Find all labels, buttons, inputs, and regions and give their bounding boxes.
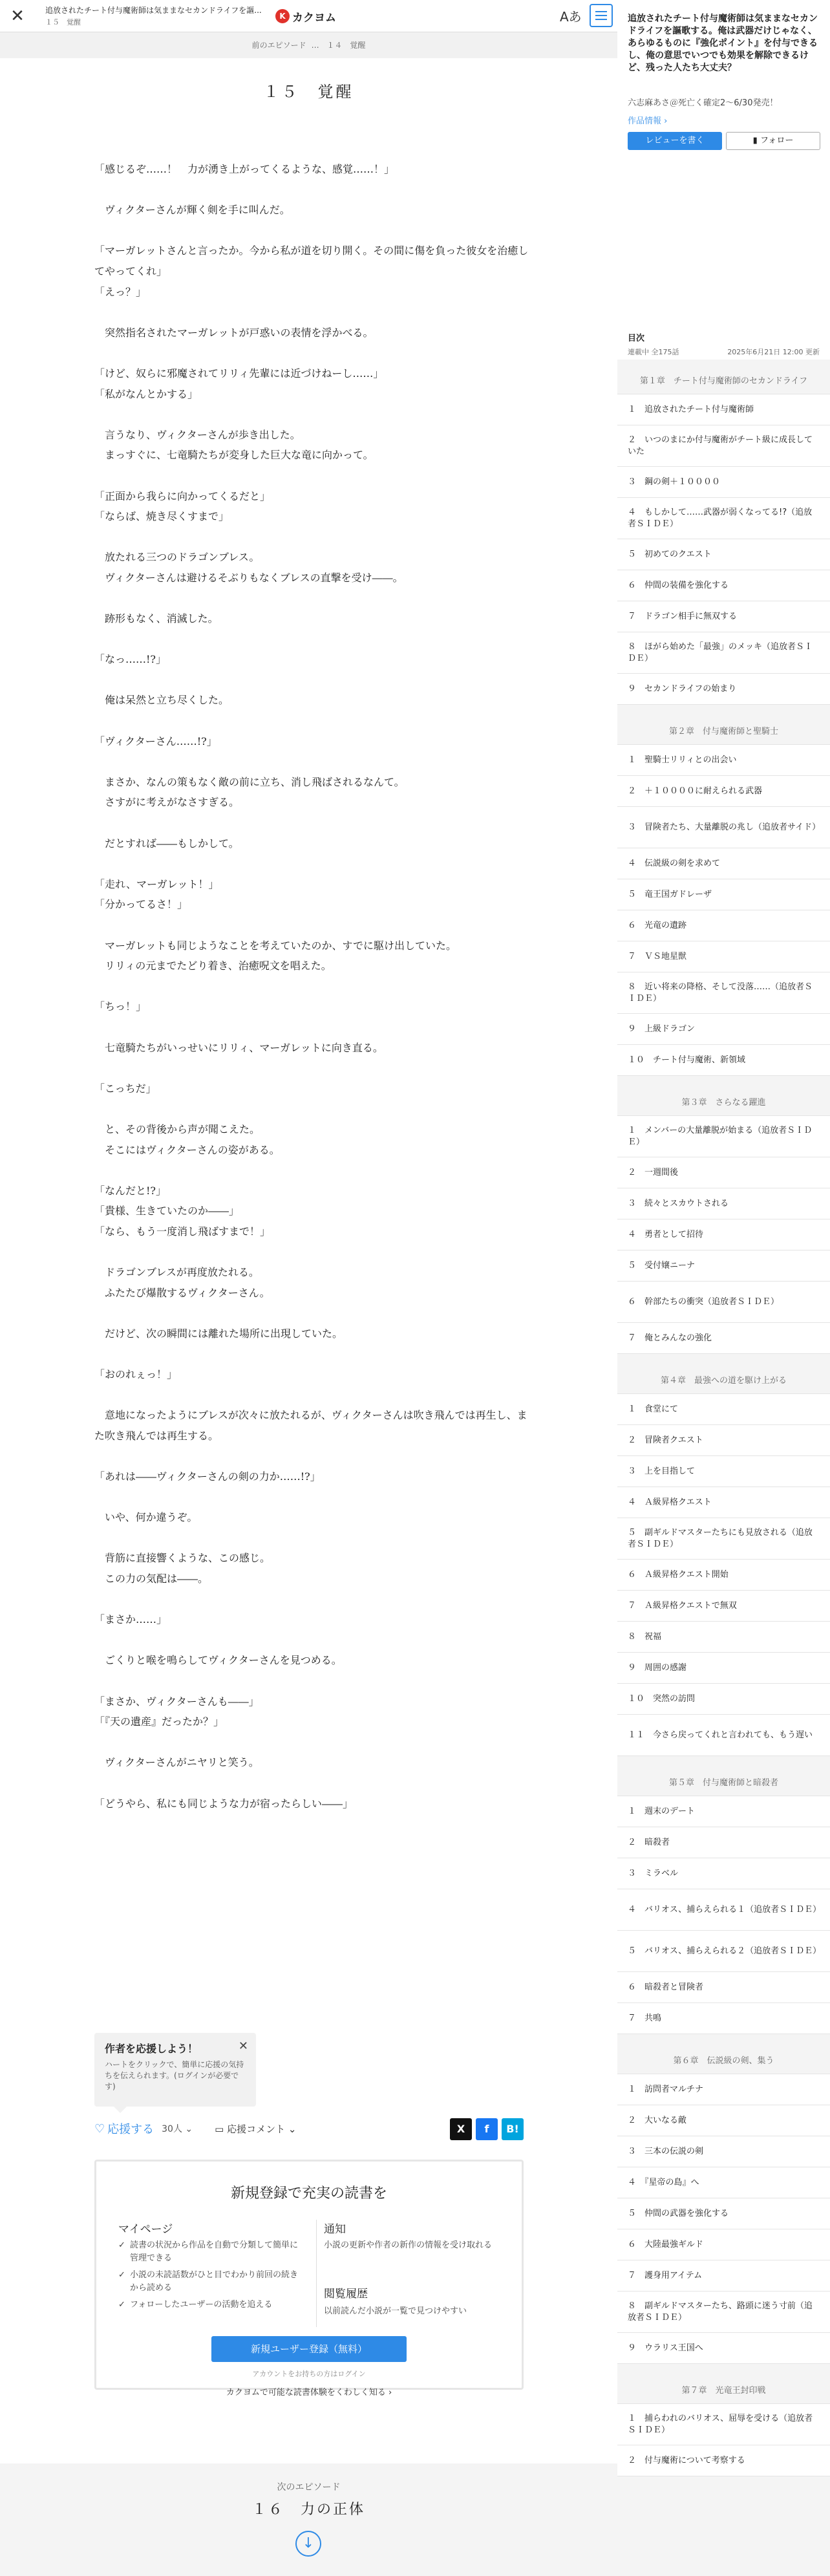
body-paragraph: 「『天の遺産』だったか？」 xyxy=(94,1715,224,1728)
toc-chapter-title: 第２章 付与魔術師と聖騎士 xyxy=(617,719,830,745)
episode-subtitle: １５ 覚醒 xyxy=(45,18,81,27)
toc-episode-link[interactable]: １ メンバーの大量離脱が始まる（追放者ＳＩＤＥ） xyxy=(617,1116,830,1157)
menu-icon[interactable] xyxy=(590,4,613,27)
blank-line xyxy=(94,1487,534,1508)
body-paragraph: 「こっちだ」 xyxy=(94,1082,156,1095)
toc-episode-link[interactable]: １ 捕らわれのバリオス、屈辱を受ける（追放者ＳＩＤＥ） xyxy=(617,2404,830,2445)
toc-episode-link[interactable]: ７ 共鳴 xyxy=(617,2003,830,2034)
toc-episode-link[interactable]: ５ 竜王国ガドレーザ xyxy=(617,879,830,910)
toc-meta: 連載中 全175話 xyxy=(628,348,679,356)
body-paragraph: 「まさか、ヴィクターさんも――」 xyxy=(94,1695,259,1708)
sidebar xyxy=(617,0,830,2576)
body-paragraph: ヴィクターさんがニヤリと笑う。 xyxy=(94,1756,259,1769)
toc-episode-link[interactable]: １ 週末のデート xyxy=(617,1796,830,1827)
register-title: 新規登録で充実の読書を xyxy=(230,2185,387,2202)
toc-chapter-title: 第６章 伝説級の剣、集う xyxy=(617,2048,830,2074)
write-review-button[interactable]: レビューを書く xyxy=(628,132,722,150)
toc-chapter-title: 第７章 光竜王封印戦 xyxy=(617,2378,830,2404)
toc-episode-link[interactable]: ４ 伝説級の剣を求めて xyxy=(617,848,830,879)
follow-button[interactable]: ▮ フォロー xyxy=(726,132,820,150)
toc-episode-link[interactable]: ４ バリオス、捕らえられる１（追放者ＳＩＤＥ） xyxy=(617,1889,830,1931)
toc-gap xyxy=(617,1354,830,1368)
blank-line xyxy=(94,670,534,691)
toc-episode-link[interactable]: ３ 続々とスカウトされる xyxy=(617,1188,830,1219)
tooltip-title: 作者を応援しよう！ xyxy=(105,2043,198,2055)
toc-episode-link[interactable]: ９ セカンドライフの始まり xyxy=(617,674,830,705)
logo-text: カクヨム xyxy=(292,11,336,25)
body-paragraph: まっすぐに、七竜騎たちが変身した巨大な竜に向かって。 xyxy=(94,449,374,462)
toc-gap xyxy=(617,1756,830,1770)
toc-episode-link[interactable]: ８ 副ギルドマスターたち、路頭に迷う寸前（追放者ＳＩＤＥ） xyxy=(617,2292,830,2333)
blank-line xyxy=(94,404,534,425)
blank-line xyxy=(94,1630,534,1651)
toc-episode-link[interactable]: １ 聖騎士リリィとの出会い xyxy=(617,745,830,776)
mypage-item: ✓ 小説の未読話数がひと目でわかり前回の続きから読める xyxy=(118,2269,306,2295)
share-buttons xyxy=(450,2118,524,2140)
table-of-contents xyxy=(617,369,830,2476)
blank-line xyxy=(94,1241,534,1262)
toc-episode-link[interactable]: ３ 冒険者たち、大量離脱の兆し（追放者サイド） xyxy=(617,807,830,848)
body-paragraph: そこにはヴィクターさんの姿がある。 xyxy=(94,1143,280,1156)
blank-line xyxy=(94,1671,534,1691)
close-icon[interactable]: ✕ xyxy=(10,6,25,26)
work-info-link[interactable]: 作品情報 › xyxy=(628,116,668,126)
body-paragraph: と、その背後から声が聞こえた。 xyxy=(94,1122,261,1135)
body-paragraph: この力の気配は――。 xyxy=(94,1572,209,1585)
work-title[interactable]: 追放されたチート付与魔術師は気ままなセカンドライフを謳... xyxy=(45,6,262,15)
toc-episode-link[interactable]: ２ 一週間後 xyxy=(617,1157,830,1188)
next-episode-label: 次のエピソード xyxy=(277,2482,341,2493)
divider xyxy=(316,2220,317,2327)
learn-more-link[interactable]: カクヨムで可能な読書体験をくわしく知る › xyxy=(226,2388,392,2398)
toc-episode-link[interactable]: ６ 仲間の装備を強化する xyxy=(617,570,830,601)
toc-episode-link[interactable]: ４ もしかして……武器が弱くなってる!?（追放者ＳＩＤＥ） xyxy=(617,498,830,539)
body-paragraph: 跡形もなく、消滅した。 xyxy=(94,612,218,625)
logo-mark: K xyxy=(275,9,290,23)
toc-episode-link[interactable]: １０ 突然の訪問 xyxy=(617,1684,830,1715)
blank-line xyxy=(94,180,534,200)
toc-episode-link[interactable]: ６ 光竜の遺跡 xyxy=(617,910,830,941)
toc-episode-link[interactable]: １ 追放されたチート付与魔術師 xyxy=(617,394,830,425)
body-paragraph: 「感じるぞ……！ 力が湧き上がってくるような、感覚……！」 xyxy=(94,163,395,175)
body-paragraph: 「なっ……!?」 xyxy=(94,653,167,666)
toc-episode-link[interactable]: １ 訪問者マルチナ xyxy=(617,2074,830,2105)
body-paragraph: 「ならば、焼き尽くすまで」 xyxy=(94,510,229,523)
body-paragraph: 「まさか……」 xyxy=(94,1613,167,1626)
body-paragraph: 「えっ？」 xyxy=(94,285,147,298)
toc-episode-link[interactable]: ６ 大陸最強ギルド xyxy=(617,2229,830,2260)
body-paragraph: 「なんだと!?」 xyxy=(94,1184,167,1197)
mypage-item: ✓ フォローしたユーザーの活動を追える xyxy=(118,2299,306,2312)
history-text: 以前読んだ小説が一覧で見つけやすい xyxy=(324,2306,467,2316)
toc-update-date: 2025年6月21日 12:00 更新 xyxy=(727,348,820,356)
prev-episode-label: 前のエピソード xyxy=(251,41,306,50)
toc-episode-link[interactable]: ３ 鋼の剣＋１００００ xyxy=(617,467,830,498)
bookmark-icon: ▮ xyxy=(752,136,758,145)
body-paragraph: 「ちっ！」 xyxy=(94,1000,147,1013)
blank-line xyxy=(94,1446,534,1466)
body-paragraph: まさか、なんの策もなく敵の前に立ち、消し飛ばされるなんて。 xyxy=(94,775,405,788)
body-paragraph: マーガレットも同じようなことを考えていたのか、すでに駆け出していた。 xyxy=(94,939,457,952)
blank-line xyxy=(94,976,534,997)
blank-line xyxy=(94,220,534,241)
work-info xyxy=(617,0,830,360)
close-icon[interactable]: ✕ xyxy=(238,2039,248,2053)
body-paragraph: 七竜騎たちがいっせいにリリィ、マーガレットに向き直る。 xyxy=(94,1041,383,1054)
kakuyomu-logo[interactable] xyxy=(275,8,336,24)
body-paragraph: ごくりと喉を鳴らしてヴィクターさんを見つめる。 xyxy=(94,1654,342,1667)
toc-gap xyxy=(617,2034,830,2048)
facebook-share-icon[interactable]: f xyxy=(476,2118,498,2140)
toc-episode-link[interactable]: １０ チート付与魔術、新領域 xyxy=(617,1045,830,1076)
blank-line xyxy=(94,1732,534,1753)
body-paragraph: 「おのれぇっ！」 xyxy=(94,1368,178,1381)
blank-line xyxy=(94,853,534,874)
toc-episode-link[interactable]: ６ 幹部たちの衝突（追放者ＳＩＤＥ） xyxy=(617,1282,830,1323)
cheer-label: 応援する xyxy=(107,2123,154,2136)
body-paragraph: 「マーガレットさんと言ったか。今から私が道を切り開く。その間に傷を負った彼女を治癒してやってくれ」 xyxy=(94,244,529,277)
toc-episode-link[interactable]: ２ 付与魔術について考察する xyxy=(617,2445,830,2476)
body-paragraph: 意地になったようにブレスが次々に放たれるが、ヴィクターさんは吹き飛んでは再生し、また吹き飛んでは再生する。 xyxy=(94,1409,527,1442)
toc-episode-link[interactable]: ６ Ａ級昇格クエスト開始 xyxy=(617,1560,830,1591)
body-paragraph: だとすれば――もしかして。 xyxy=(94,837,239,850)
register-button[interactable]: 新規ユーザー登録（無料） xyxy=(211,2336,407,2362)
episode-main xyxy=(0,32,617,2576)
toc-chapter-title: 第４章 最強への道を駆け上がる xyxy=(617,1368,830,1394)
toc-episode-link[interactable]: ９ 周囲の感謝 xyxy=(617,1653,830,1684)
toc-episode-link[interactable]: ５ 仲間の武器を強化する xyxy=(617,2198,830,2229)
toc-episode-link[interactable]: ３ 三本の伝説の剣 xyxy=(617,2136,830,2167)
body-paragraph: さすがに考えがなさすぎる。 xyxy=(94,796,240,809)
body-paragraph: リリィの元までたどり着き、治癒呪文を唱えた。 xyxy=(94,960,332,972)
next-episode[interactable] xyxy=(0,2463,617,2576)
blank-line xyxy=(94,1160,534,1181)
body-paragraph: 「ヴィクターさん……!?」 xyxy=(94,735,217,747)
blank-line xyxy=(94,302,534,323)
body-paragraph: いや、何か違うぞ。 xyxy=(94,1511,198,1524)
toc-episode-link[interactable]: ５ 初めてのクエスト xyxy=(617,539,830,570)
toc-episode-link[interactable]: ４ 『星帝の島』へ xyxy=(617,2167,830,2198)
toc-episode-link[interactable]: ７ 俺とみんなの強化 xyxy=(617,1323,830,1354)
toc-chapter-title: 第３章 さらなる躍進 xyxy=(617,1090,830,1116)
mypage-list xyxy=(118,2239,306,2315)
toc-episode-link[interactable]: ２ 冒険者クエスト xyxy=(617,1425,830,1456)
toc-episode-link[interactable]: ７ ドラゴン相手に無双する xyxy=(617,601,830,632)
blank-line xyxy=(94,751,534,772)
hatena-share-icon[interactable]: B! xyxy=(502,2118,524,2140)
blank-line xyxy=(94,1058,534,1079)
tooltip-arrow xyxy=(114,2107,127,2113)
next-episode-title[interactable]: １６ 力の正体 xyxy=(251,2502,365,2518)
toc-gap xyxy=(617,705,830,719)
body-paragraph: 突然指名されたマーガレットが戸惑いの表情を浮かべる。 xyxy=(94,326,374,339)
blank-line xyxy=(94,1385,534,1406)
login-link[interactable]: アカウントをお持ちの方はログイン xyxy=(252,2370,366,2378)
body-paragraph: 「分かってるさ！」 xyxy=(94,898,188,911)
body-paragraph: ヴィクターさんは避けるそぶりもなくブレスの直撃を受け――。 xyxy=(94,571,403,584)
blank-line xyxy=(94,1017,534,1038)
toc-episode-link[interactable]: ６ 暗殺者と冒険者 xyxy=(617,1972,830,2003)
body-paragraph: 「どうやら、私にも同じような力が宿ったらしい――」 xyxy=(94,1797,354,1810)
body-paragraph: 背筋に直接響くような、この感じ。 xyxy=(94,1552,271,1565)
blank-line xyxy=(94,1303,534,1324)
mypage-heading: マイページ xyxy=(118,2223,173,2236)
heart-icon: ♡ xyxy=(94,2121,105,2136)
blank-line xyxy=(94,915,534,936)
blank-line xyxy=(94,527,534,548)
blank-line xyxy=(94,1589,534,1610)
toc-episode-link[interactable]: ８ 祝福 xyxy=(617,1622,830,1653)
toc-episode-link[interactable]: ２ いつのまにか付与魔術がチート級に成長していた xyxy=(617,425,830,467)
toc-episode-link[interactable]: ９ 上級ドラゴン xyxy=(617,1014,830,1045)
toc-episode-link[interactable]: ７ 護身用アイテム xyxy=(617,2260,830,2292)
toc-episode-link[interactable]: ４ Ａ級昇格クエスト xyxy=(617,1487,830,1518)
body-paragraph: 「私がなんとかする」 xyxy=(94,387,198,400)
toc-episode-link[interactable]: １１ 今さら戻ってくれと言われても、もう遅い xyxy=(617,1715,830,1756)
toc-episode-link[interactable]: ２ 大いなる敵 xyxy=(617,2105,830,2136)
body-paragraph: ヴィクターさんが輝く剣を手に叫んだ。 xyxy=(94,204,290,217)
toc-episode-link[interactable]: １ 食堂にて xyxy=(617,1394,830,1425)
toc-episode-link[interactable]: ３ ミラベル xyxy=(617,1858,830,1889)
history-heading: 閲覧履歴 xyxy=(324,2288,368,2301)
work-title[interactable]: 追放されたチート付与魔術師は気ままなセカンドライフを謳歌する。俺は武器だけじゃなく、あらゆるものに『強化ポイント』を付与できるし、俺の意思でいつでも効果を解除できるけど、残った人たち大丈夫？ xyxy=(628,14,818,73)
blank-line xyxy=(94,629,534,650)
mypage-item: ✓ 読書の状況から作品を自動で分類して簡単に管理できる xyxy=(118,2239,306,2265)
toc-chapter-title: 第１章 チート付与魔術師のセカンドライフ xyxy=(617,369,830,394)
toc-episode-link[interactable]: ７ Ａ級昇格クエストで無双 xyxy=(617,1591,830,1622)
toc-episode-link[interactable]: ７ ＶＳ地星獣 xyxy=(617,941,830,972)
comment-icon: ▭ xyxy=(215,2123,224,2135)
cheer-row xyxy=(94,2114,524,2143)
toc-episode-link[interactable]: ８ ほがら始めた「最強」のメッキ（追放者ＳＩＤＥ） xyxy=(617,632,830,674)
body-paragraph: ふたたび爆散するヴィクターさん。 xyxy=(94,1286,270,1299)
toc-episode-link[interactable]: ５ 受付嬢ニーナ xyxy=(617,1250,830,1282)
toc-chapter-title: 第５章 付与魔術師と暗殺者 xyxy=(617,1770,830,1796)
body-paragraph: 「なら、もう一度消し飛ばすまで！」 xyxy=(94,1225,271,1238)
episode-title: １５ 覚醒 xyxy=(263,83,354,101)
register-promo xyxy=(94,2160,524,2398)
cheer-tooltip xyxy=(94,2033,256,2107)
blank-line xyxy=(94,1344,534,1364)
toc-episode-link[interactable]: ４ 勇者として招待 xyxy=(617,1219,830,1250)
cheer-comment-button[interactable]: ▭ 応援コメント ⌄ xyxy=(215,2123,297,2135)
font-settings-button[interactable]: Aあ xyxy=(560,9,582,25)
author-name[interactable]: 六志麻あさ＠死亡く確定2～6/30発売！ xyxy=(628,98,778,108)
x-share-icon[interactable]: X xyxy=(450,2118,472,2140)
toc-episode-link[interactable]: ５ 副ギルドマスターたちにも見放される（追放者ＳＩＤＥ） xyxy=(617,1518,830,1560)
prev-episode-title: １４ 覚醒 xyxy=(326,41,366,50)
toc-episode-link[interactable]: ９ ウラリス王国へ xyxy=(617,2333,830,2364)
body-paragraph: 放たれる三つのドラゴンブレス。 xyxy=(94,551,260,564)
toc-episode-link[interactable]: ２ 暗殺者 xyxy=(617,1827,830,1858)
blank-line xyxy=(94,1099,534,1119)
prev-episode-link[interactable]: 前のエピソード … １４ 覚醒 xyxy=(0,32,617,58)
toc-gap xyxy=(617,2364,830,2378)
body-paragraph: 「けど、奴らに邪魔されてリリィ先輩には近づけねーし……」 xyxy=(94,367,384,380)
body-paragraph: だけど、次の瞬間には離れた場所に出現していた。 xyxy=(94,1327,343,1340)
body-paragraph: 言うなり、ヴィクターさんが歩き出した。 xyxy=(94,428,301,441)
body-paragraph: 「走れ、マーガレット！」 xyxy=(94,877,219,890)
arrow-down-icon[interactable]: ↓ xyxy=(295,2531,321,2557)
blank-line xyxy=(94,343,534,363)
toc-episode-link[interactable]: ３ 上を目指して xyxy=(617,1456,830,1487)
body-paragraph: 俺は呆然と立ち尽くした。 xyxy=(94,694,229,707)
blank-line xyxy=(94,1773,534,1794)
cheer-count[interactable]: 30人 ⌄ xyxy=(162,2124,193,2134)
cheer-button[interactable] xyxy=(94,2120,154,2137)
body-paragraph: 「正面から我らに向かってくるだと」 xyxy=(94,489,271,502)
toc-episode-link[interactable]: ５ バリオス、捕らえられる２（追放者ＳＩＤＥ） xyxy=(617,1931,830,1972)
body-paragraph: 「貴様、生きていたのか――」 xyxy=(94,1205,240,1218)
blank-line xyxy=(94,466,534,486)
blank-line xyxy=(94,711,534,731)
tooltip-text: ハートをクリックで、簡単に応援の気持ちを伝えられます。(ログインが必要です) xyxy=(105,2060,244,2091)
toc-episode-link[interactable]: ８ 近い将来の降格、そして没落……（追放者ＳＩＤＥ） xyxy=(617,972,830,1014)
toc-gap xyxy=(617,1076,830,1090)
blank-line xyxy=(94,813,534,833)
notice-text: 小説の更新や作者の新作の情報を受け取れる xyxy=(324,2240,493,2250)
body-paragraph: ドラゴンブレスが再度放たれる。 xyxy=(94,1266,259,1279)
body-paragraph: 「あれは――ヴィクターさんの剣の力か……!?」 xyxy=(94,1470,321,1483)
blank-line xyxy=(94,588,534,608)
notice-heading: 通知 xyxy=(324,2223,346,2236)
episode-body xyxy=(94,159,534,1814)
blank-line xyxy=(94,1528,534,1549)
toc-episode-link[interactable]: ２ ＋１００００に耐えられる武器 xyxy=(617,776,830,807)
toc-heading: 目次 xyxy=(628,334,645,343)
